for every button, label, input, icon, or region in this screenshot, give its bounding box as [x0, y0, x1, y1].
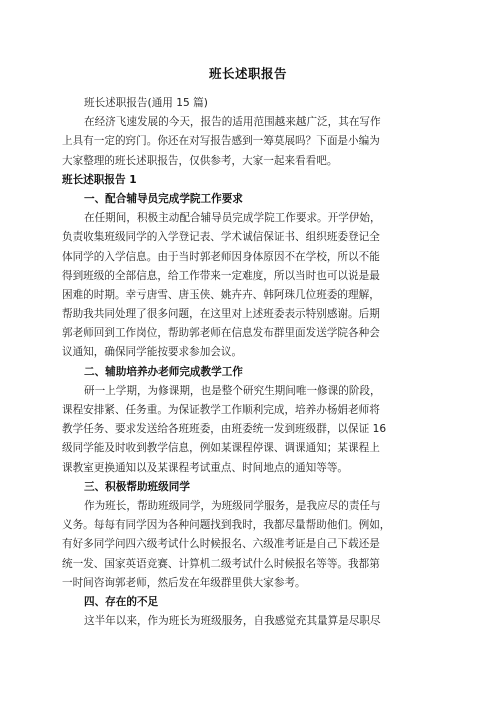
body-line: 有好多同学问四六级考试什么时候报名、六级准考证是自己下载还是 — [62, 538, 380, 551]
body-line: 困难的时期。幸亏唐雪、唐玉侠、姚卉卉、韩阿珠几位班委的理解， — [62, 288, 380, 301]
body-line: 大家整理的班长述职报告，仅供参考，大家一起来看看吧。 — [62, 154, 338, 167]
body-line: 义务。每每有同学因为各种问题找到我时，我都尽量帮助他们。例如， — [62, 519, 391, 532]
section-heading: 二、辅助培养办老师完成教学工作 — [84, 365, 243, 378]
body-line: 帮助我共同处理了很多问题，在这里对上述班委表示特别感谢。后期 — [62, 308, 380, 321]
body-line: 教学任务、要求发送给各班班委，由班委统一发到班级群，以保证 16 — [62, 423, 387, 436]
body-line: 课教室更换通知以及某课程考试重点、时间地点的通知等等。 — [62, 461, 349, 474]
body-line: 体同学的入学信息。由于当时郭老师因身体原因不在学校，所以不能 — [62, 250, 380, 263]
body-line: 得到班级的全部信息，给工作带来一定难度，所以当时也可以说是最 — [62, 269, 380, 282]
body-line: 班长述职报告(通用 15 篇) — [84, 97, 208, 109]
section-heading: 一、配合辅导员完成学院工作要求 — [84, 192, 243, 205]
document-body — [62, 94, 434, 631]
body-line: 郭老师回到工作岗位，帮助郭老师在信息发布群里面发送学院各种会 — [62, 327, 380, 340]
body-line: 负责收集班级同学的入学登记表、学术诚信保证书、组织班委登记全 — [62, 231, 380, 244]
body-line: 这半年以来，作为班长为班级服务，自我感觉充其量算是尽职尽 — [84, 615, 381, 628]
body-line: 研一上学期，为修课期，也是整个研究生期间唯一修课的阶段， — [84, 384, 381, 397]
body-line: 级同学能及时收到教学信息，例如某课程停课、调课通知；某课程上 — [62, 442, 380, 455]
section-heading: 四、存在的不足 — [84, 595, 159, 608]
body-line: 课程安排紧、任务重。为保证教学工作顺利完成，培养办杨娟老师将 — [62, 404, 380, 416]
body-line: 上具有一定的窍门。你还在对写报告感到一筹莫展吗？下面是小编为 — [62, 135, 380, 148]
body-line: 在任期间，积极主动配合辅导员完成学院工作要求。开学伊始， — [84, 212, 381, 225]
body-line: 议通知，确保同学能按要求参加会议。 — [62, 346, 243, 359]
body-line: 在经济飞速发展的今天，报告的适用范围越来越广泛，其在写作 — [84, 116, 381, 129]
body-line: 作为班长，帮助班级同学，为班级同学服务，是我应尽的责任与 — [84, 499, 381, 512]
body-line: 一时间咨询郭老师，然后发在年级群里供大家参考。 — [62, 576, 306, 589]
section-heading: 三、积极帮助班级同学 — [84, 480, 190, 493]
document-title: 班长述职报告 — [208, 66, 287, 81]
body-line: 统一发、国家英语竞赛、计算机二级考试什么时候报名等等。我都第 — [62, 557, 380, 570]
section-heading: 班长述职报告 1 — [62, 173, 137, 186]
